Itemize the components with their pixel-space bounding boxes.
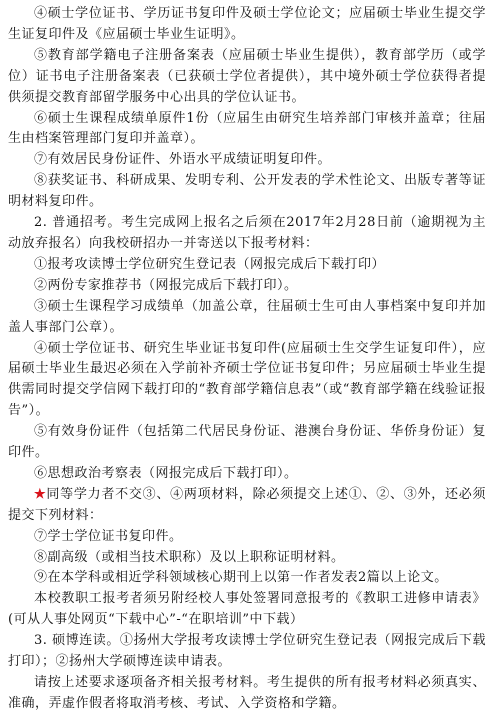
general-item-6: ⑥思想政治考察表（网报完成后下载打印）。 — [34, 465, 298, 481]
paragraph-item-7: ⑦有效居民身份证件、外语水平成绩证明复印件。 — [34, 152, 332, 168]
paragraph-item-5: ⑤教育部学籍电子注册备案表（应届硕士毕业生提供），教育部学历（或学位）证书电子注册备案表（已获硕士学位者提供），其中境外硕士学位获得者提供须提交教育部留学服务中心出具的学位认证书。 — [8, 47, 486, 105]
general-item-8: ⑧副高级（或相当技术职称）及以上职称证明材料。 — [34, 549, 345, 565]
section-master-doctoral: 3. 硕博连读。①扬州大学报考攻读博士学位研究生登记表（网报完成后下载打印）；②扬州大学硕博连读申请表。 — [8, 633, 486, 670]
paragraph-item-4: ④硕士学位证书、学历证书复印件及硕士学位论文；应届硕士毕业生提交学生证复印件及《应届硕士毕业生证明》。 — [8, 6, 486, 42]
general-item-4: ④硕士学位证书、研究生毕业证书复印件(应届硕士生交学生证复印件），应届硕士毕业生最迟必须在入学前补齐硕士学位证书复印件；另应届硕士毕业生提供需同时提交学信网下载打印的“教育部学籍信息表”（或“教育部学籍在线验证报告”）。 — [8, 340, 486, 419]
general-item-3: ③硕士生课程学习成绩单（加盖公章，往届硕士生可由人事档案中复印并加盖人事部门公章）。 — [8, 298, 486, 335]
staff-note: 本校教职工报考者须另附经校人事处签署同意报考的《教职工进修申请表》(可从人事处网页“下载中心”-“在职培训”中下载） — [8, 591, 486, 628]
equivalent-education-note — [8, 485, 486, 527]
paragraph-item-6: ⑥硕士生课程成绩单原件1份（应届生由研究生培养部门审核并盖章；往届生由档案管理部门复印并盖章）。 — [8, 110, 486, 147]
equivalent-education-text: 同等学力者不交③、④两项材料，除必须提交上述①、②、③外，还必须提交下列材料： — [8, 486, 486, 523]
general-item-1: ①报考攻读博士学位研究生登记表（网报完成后下载打印） — [34, 256, 386, 272]
general-item-7: ⑦学士学位证书复印件。 — [34, 528, 183, 544]
section-general-exam: 2. 普通招考。考生完成网上报名之后须在2017年2月28日前（逾期视为主动放弃报名）向我校研招办一并寄送以下报考材料： — [8, 215, 486, 251]
general-item-5: ⑤有效身份证件（包括第二代居民身份证、港澳台身份证、华侨身份证）复印件。 — [8, 424, 486, 461]
paragraph-item-8: ⑧获奖证书、科研成果、发明专利、公开发表的学术性论文、出版专著等证明材料复印件。 — [8, 173, 486, 210]
general-item-9: ⑨在本学科或相近学科领域核心期刊上以第一作者发表2篇以上论文。 — [34, 570, 448, 586]
final-note: 请按上述要求逐项备齐相关报考材料。考生提供的所有报考材料必须真实、准确，弄虚作假者将取消考核、考试、入学资格和学籍。 — [8, 675, 486, 711]
star-icon: ★ — [34, 486, 47, 502]
general-item-2: ②两份专家推荐书（网报完成后下载打印）。 — [34, 277, 298, 293]
